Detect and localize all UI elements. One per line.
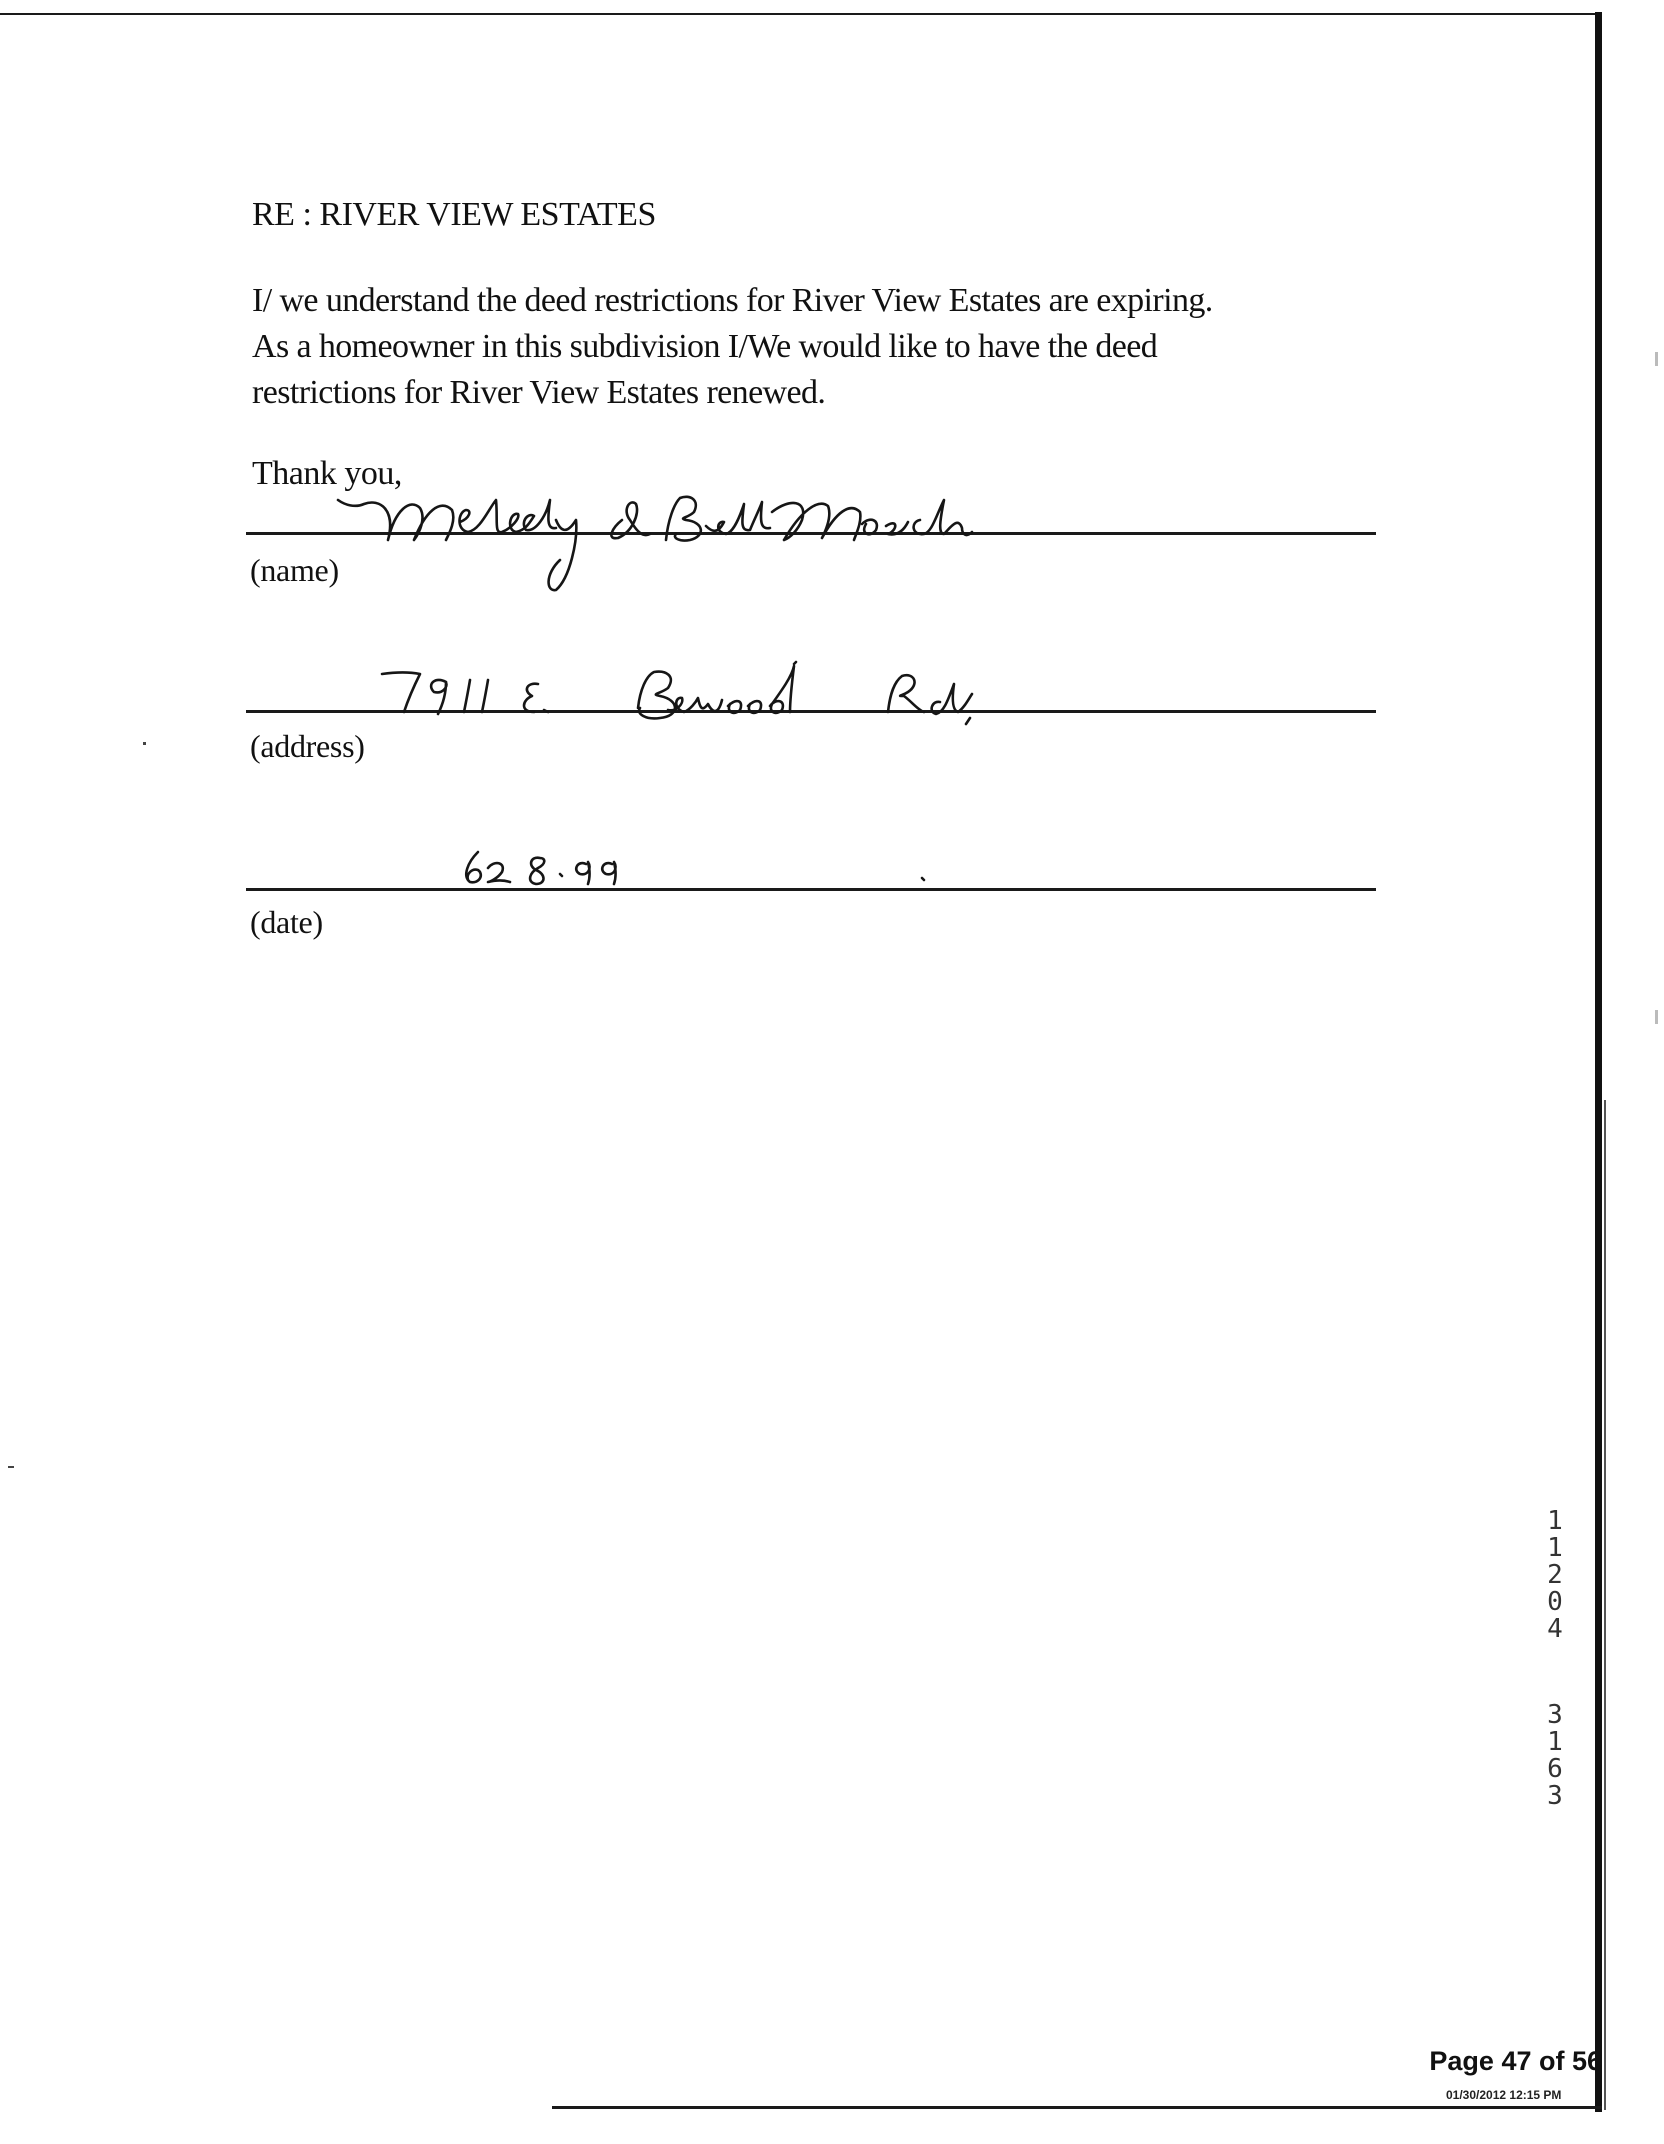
stamp-digit: 3	[1547, 1700, 1563, 1730]
scan-top-border	[0, 13, 1598, 15]
date-label: (date)	[250, 904, 323, 940]
name-label: (name)	[250, 552, 339, 588]
name-handwriting	[338, 497, 972, 590]
scan-speck	[8, 1466, 14, 1468]
scan-right-border	[1595, 12, 1602, 2112]
scan-speck	[143, 742, 146, 745]
margin-stamp-lower	[1542, 1702, 1568, 1810]
date-handwriting	[466, 852, 924, 884]
scan-right-shadow	[1604, 1100, 1606, 2110]
stamp-digit: 3	[1547, 1781, 1563, 1811]
stamp-digit: 1	[1547, 1727, 1563, 1757]
body-line: I/ we understand the deed restrictions for River View Estates are expiring.	[252, 282, 1213, 319]
body-line: As a homeowner in this subdivision I/We would like to have the deed	[252, 328, 1158, 365]
scan-edge-mark	[1655, 352, 1658, 366]
margin-stamp-upper	[1542, 1508, 1568, 1643]
address-label: (address)	[250, 728, 365, 764]
stamp-digit: 0	[1547, 1587, 1563, 1617]
subject-line: RE : RIVER VIEW ESTATES	[252, 196, 656, 233]
page-number: Page 47 of 56	[1429, 2046, 1602, 2076]
body-line: restrictions for River View Estates renewed.	[252, 374, 826, 411]
scan-edge-mark	[1655, 1010, 1658, 1024]
stamp-digit: 2	[1547, 1560, 1563, 1590]
closing-text: Thank you,	[252, 455, 402, 492]
letter-body	[252, 278, 1412, 416]
stamp-digit: 1	[1547, 1533, 1563, 1563]
address-line	[246, 710, 1376, 713]
name-signature-line	[246, 532, 1376, 535]
stamp-digit: 1	[1547, 1506, 1563, 1536]
fax-timestamp: 01/30/2012 12:15 PM	[1446, 2088, 1562, 2102]
scan-bottom-rule	[552, 2106, 1602, 2109]
stamp-digit: 6	[1547, 1754, 1563, 1784]
stamp-digit: 4	[1547, 1614, 1563, 1644]
address-handwriting	[382, 662, 972, 724]
date-line	[246, 888, 1376, 891]
